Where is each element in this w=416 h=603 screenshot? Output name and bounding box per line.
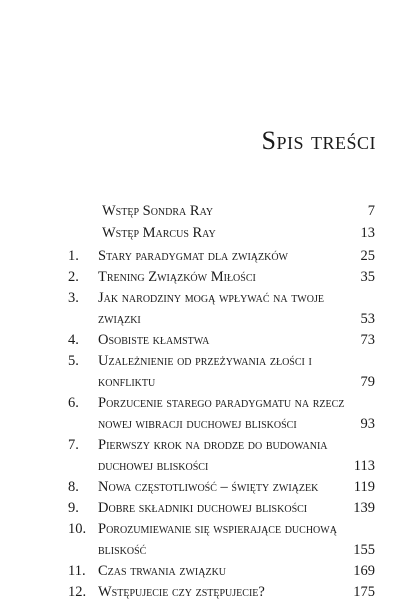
table-of-contents: [68, 246, 375, 603]
toc-intro-row: [102, 200, 375, 222]
toc-entry-number: 5.: [68, 353, 79, 369]
toc-entry: [68, 582, 375, 603]
toc-entry-page: 113: [353, 458, 375, 474]
toc-entry-number: 8.: [68, 479, 79, 495]
toc-entry-page: 25: [360, 248, 375, 264]
toc-entry-title: Uzależnienie od przeżywania złości i: [98, 353, 312, 369]
toc-entry-number: 6.: [68, 395, 79, 411]
toc-entry-title: duchowej bliskości: [98, 458, 209, 474]
toc-entry-number: 4.: [68, 332, 79, 348]
toc-entry-page: 139: [353, 500, 375, 516]
toc-entry-page: 35: [360, 269, 375, 285]
toc-entry-page: 73: [360, 332, 375, 348]
toc-entry: [68, 561, 375, 582]
page-title: Spis treści: [261, 126, 376, 155]
toc-entry-page: 93: [360, 416, 375, 432]
toc-entry: [68, 435, 375, 477]
toc-intro-page: 13: [360, 225, 375, 241]
toc-entry-number: 3.: [68, 290, 79, 306]
toc-entry-title: Jak narodziny mogą wpływać na twoje: [98, 290, 324, 306]
toc-entry-title: Wstępujecie czy zstępujecie?: [98, 584, 265, 600]
toc-entry-number: 1.: [68, 248, 79, 264]
toc-entry-title: Czas trwania związku: [98, 563, 227, 579]
toc-entry-title: Nowa częstotliwość – święty związek: [98, 479, 319, 495]
toc-entry: [68, 393, 375, 435]
toc-entry-title: Pierwszy krok na drodze do budowania: [98, 437, 328, 453]
toc-entry-page: 53: [360, 311, 375, 327]
toc-entry-title: Porozumiewanie się wspierające duchową: [98, 521, 337, 537]
toc-entry-page: 175: [353, 584, 375, 600]
toc-entry-page: 119: [353, 479, 375, 495]
toc-entry-number: 12.: [68, 584, 87, 600]
toc-entry-number: 9.: [68, 500, 79, 516]
toc-entry: [68, 351, 375, 393]
intro-list: [102, 200, 375, 244]
toc-entry-title: nowej wibracji duchowej bliskości: [98, 416, 297, 432]
toc-entry-title: Stary paradygmat dla związków: [98, 248, 288, 264]
toc-intro-page: 7: [367, 203, 375, 219]
toc-entry: [68, 288, 375, 330]
toc-intro-label: Wstęp Marcus Ray: [102, 225, 216, 241]
toc-entry-page: 155: [353, 542, 375, 558]
toc-entry-page: 79: [360, 374, 375, 390]
toc-intro-row: [102, 222, 375, 244]
toc-entry: [68, 519, 375, 561]
toc-entry-number: 2.: [68, 269, 79, 285]
toc-entry-number: 7.: [68, 437, 79, 453]
toc-entry-title: Dobre składniki duchowej bliskości: [98, 500, 308, 516]
toc-entry-number: 11.: [68, 563, 86, 579]
toc-entry-title: konfliktu: [98, 374, 156, 390]
toc-entry-number: 10.: [68, 521, 87, 537]
toc-entry: [68, 267, 375, 288]
toc-entry: [68, 477, 375, 498]
toc-entry-title: Osobiste kłamstwa: [98, 332, 210, 348]
toc-entry-title: związki: [98, 311, 141, 327]
toc-entry-page: 169: [353, 563, 375, 579]
toc-entry-title: bliskość: [98, 542, 147, 558]
toc-entry: [68, 498, 375, 519]
toc-entry-title: Trening Związków Miłości: [98, 269, 256, 285]
toc-intro-label: Wstęp Sondra Ray: [102, 203, 214, 219]
toc-entry: [68, 330, 375, 351]
toc-entry: [68, 246, 375, 267]
toc-entry-title: Porzucenie starego paradygmatu na rzecz: [98, 395, 345, 411]
